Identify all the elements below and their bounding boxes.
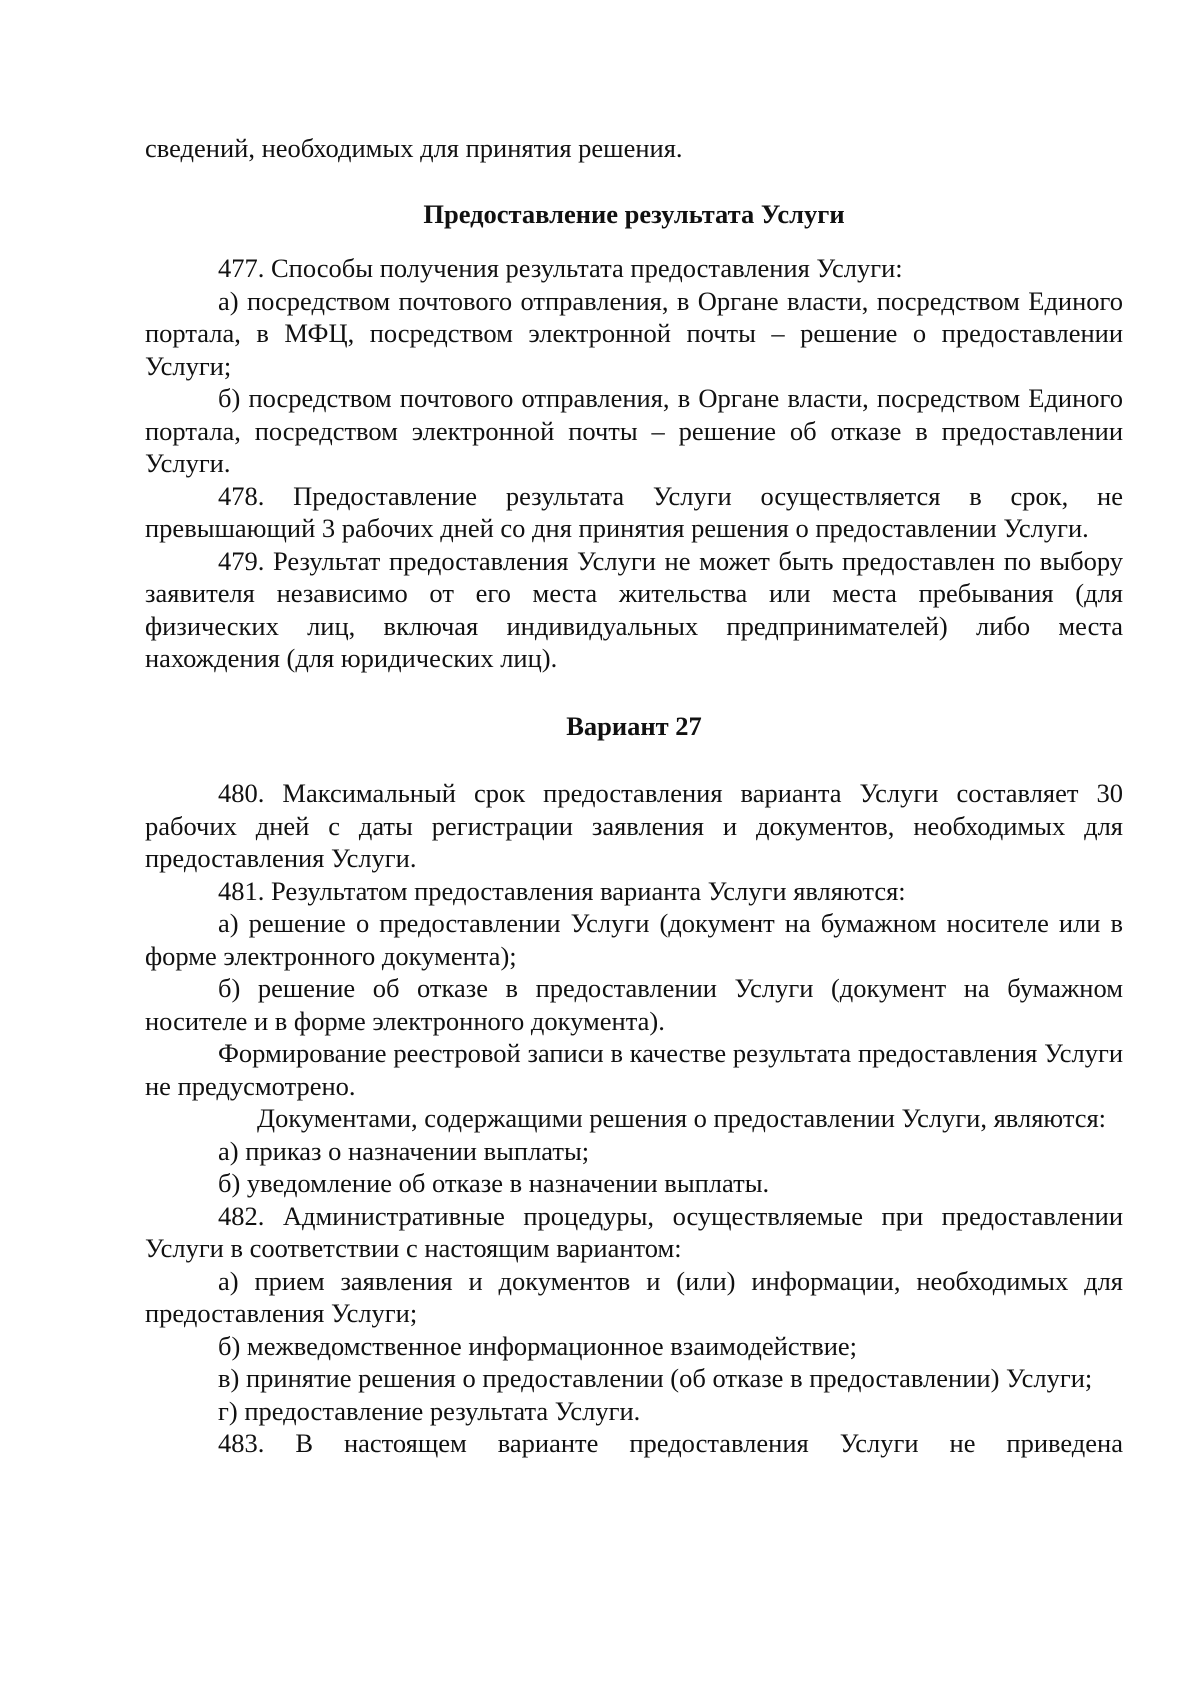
paragraph-479: 479. Результат предоставления Услуги не может быть предоставлен по выбору заявителя независимо от его места жительства или места пребывания (для физических лиц, включая индивидуальных предпринимателей) либо места нахождения (для юридических лиц). <box>145 545 1123 673</box>
paragraph-482-b: б) межведомственное информационное взаимодействие; <box>218 1330 858 1361</box>
paragraph-483: 483. В настоящем варианте предоставления Услуги не приведена <box>218 1428 1123 1458</box>
document-page <box>145 132 1123 1460</box>
paragraph-documents: Документами, содержащими решения о предоставлении Услуги, являются: <box>257 1103 1107 1133</box>
paragraph-482-d: г) предоставление результата Услуги. <box>218 1395 641 1426</box>
paragraph-continuation: сведений, необходимых для принятия решения. <box>145 133 683 163</box>
paragraph-481-b: б) решение об отказе в предоставлении Услуги (документ на бумажном носителе и в форме электронного документа). <box>145 973 1123 1036</box>
paragraph-registry-note: Формирование реестровой записи в качестве результата предоставления Услуги не предусмотрено. <box>145 1038 1123 1101</box>
paragraph-481-a: а) решение о предоставлении Услуги (документ на бумажном носителе или в форме электронного документа); <box>145 908 1123 971</box>
paragraph-482-a: а) прием заявления и документов и (или) информации, необходимых для предоставления Услуги; <box>145 1265 1123 1328</box>
paragraph-482-c: в) принятие решения о предоставлении (об отказе в предоставлении) Услуги; <box>218 1363 1093 1393</box>
paragraph-480: 480. Максимальный срок предоставления варианта Услуги составляет 30 рабочих дней с даты регистрации заявления и документов, необходимых для предоставления Услуги. <box>145 778 1123 873</box>
paragraph-documents-b: б) уведомление об отказе в назначении выплаты. <box>218 1168 770 1198</box>
paragraph-477: 477. Способы получения результата предоставления Услуги: <box>218 253 903 283</box>
paragraph-documents-a: а) приказ о назначении выплаты; <box>218 1135 590 1166</box>
paragraph-477-a: а) посредством почтового отправления, в Органе власти, посредством Единого портала, в МФЦ, посредством электронной почты – решение о предоставлении Услуги; <box>145 285 1123 381</box>
paragraph-481: 481. Результатом предоставления варианта Услуги являются: <box>218 875 906 906</box>
paragraph-478: 478. Предоставление результата Услуги осуществляется в срок, не превышающий 3 рабочих дней со дня принятия решения о предоставлении Услуги. <box>145 480 1123 543</box>
paragraph-477-b: б) посредством почтового отправления, в Органе власти, посредством Единого портала, посредством электронной почты – решение об отказе в предоставлении Услуги. <box>145 383 1123 478</box>
section-heading-result: Предоставление результата Услуги <box>423 198 845 229</box>
section-heading-variant-27: Вариант 27 <box>566 710 702 741</box>
paragraph-482: 482. Административные процедуры, осуществляемые при предоставлении Услуги в соответствии с настоящим вариантом: <box>145 1200 1123 1263</box>
